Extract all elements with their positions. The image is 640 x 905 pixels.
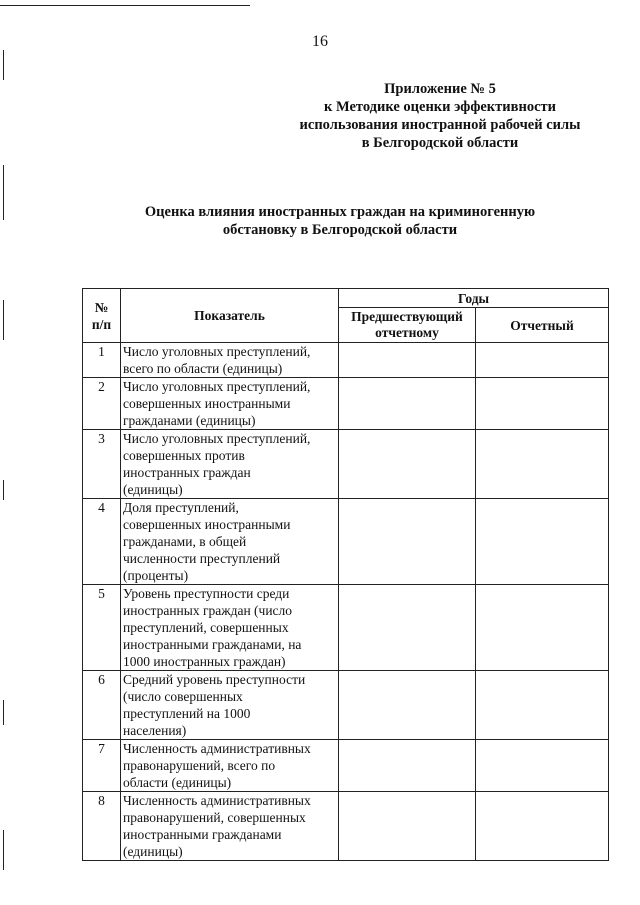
indicator-line: иностранными гражданами: [123, 827, 282, 842]
indicator-line: численности преступлений: [123, 551, 281, 566]
header-previous-year: [339, 308, 476, 343]
previous-year-value-cell[interactable]: [339, 430, 476, 499]
scan-edge-line-top: [0, 5, 250, 6]
indicator-line: (единицы): [123, 844, 183, 859]
indicator-line: Уровень преступности среди: [123, 586, 290, 601]
appendix-header: [290, 80, 590, 152]
indicator-cell: [121, 430, 339, 499]
indicator-cell: [121, 740, 339, 792]
header-number-line: №: [94, 299, 109, 315]
reporting-year-value-cell[interactable]: [476, 499, 609, 585]
page-number: 16: [312, 33, 328, 50]
indicator-line: преступлений на 1000: [123, 706, 251, 721]
indicator-cell: [121, 499, 339, 585]
row-number: 1: [83, 343, 121, 378]
document-title: [100, 203, 580, 239]
indicator-line: Число уголовных преступлений,: [123, 431, 311, 446]
scan-edge-mark: [3, 50, 4, 80]
reporting-year-value-cell[interactable]: [476, 792, 609, 861]
appendix-line: Приложение № 5: [384, 81, 496, 97]
reporting-year-value-cell[interactable]: [476, 430, 609, 499]
previous-year-value-cell[interactable]: [339, 378, 476, 430]
scan-edge-mark: [3, 700, 4, 725]
previous-year-value-cell[interactable]: [339, 671, 476, 740]
indicator-line: Средний уровень преступности: [123, 672, 306, 687]
indicator-line: (проценты): [123, 568, 189, 583]
table-row: [83, 378, 609, 430]
indicator-line: гражданами, в общей: [123, 534, 247, 549]
previous-year-value-cell[interactable]: [339, 792, 476, 861]
indicator-line: (единицы): [123, 482, 183, 497]
indicator-line: совершенных иностранными: [123, 517, 291, 532]
appendix-line: в Белгородской области: [361, 135, 519, 151]
indicator-line: гражданами (единицы): [123, 413, 256, 428]
table-row: [83, 430, 609, 499]
row-number: 7: [83, 740, 121, 792]
appendix-line: использования иностранной рабочей силы: [299, 117, 581, 133]
indicator-cell: [121, 671, 339, 740]
table-row: [83, 499, 609, 585]
indicator-line: совершенных против: [123, 448, 245, 463]
table-row: [83, 740, 609, 792]
indicators-table: [82, 288, 609, 861]
row-number: 8: [83, 792, 121, 861]
indicator-line: Численность административных: [123, 741, 311, 756]
header-reporting-year: Отчетный: [476, 308, 609, 343]
indicator-line: иностранных граждан: [123, 465, 251, 480]
previous-year-value-cell[interactable]: [339, 740, 476, 792]
indicator-line: населения): [123, 723, 187, 738]
indicator-cell: [121, 343, 339, 378]
indicator-cell: [121, 378, 339, 430]
indicator-line: Число уголовных преступлений,: [123, 379, 311, 394]
header-years: Годы: [339, 289, 609, 308]
indicator-cell: [121, 585, 339, 671]
title-line: обстановку в Белгородской области: [222, 222, 458, 238]
indicator-line: Доля преступлений,: [123, 500, 239, 515]
scan-edge-mark: [3, 480, 4, 500]
appendix-line: к Методике оценки эффективности: [323, 99, 556, 115]
previous-year-value-cell[interactable]: [339, 585, 476, 671]
header-indicator: Показатель: [121, 289, 339, 343]
row-number: 3: [83, 430, 121, 499]
indicator-line: совершенных иностранными: [123, 396, 291, 411]
indicator-line: всего по области (единицы): [123, 361, 283, 376]
header-number: [83, 289, 121, 343]
row-number: 2: [83, 378, 121, 430]
indicator-line: иностранными гражданами, на: [123, 637, 302, 652]
title-line: Оценка влияния иностранных граждан на криминогенную: [144, 204, 536, 220]
scan-edge-mark: [3, 165, 4, 220]
indicator-line: иностранных граждан (число: [123, 603, 293, 618]
row-number: 6: [83, 671, 121, 740]
indicator-line: преступлений, совершенных: [123, 620, 289, 635]
table-row: [83, 792, 609, 861]
row-number: 4: [83, 499, 121, 585]
previous-year-value-cell[interactable]: [339, 499, 476, 585]
header-number-line: п/п: [91, 316, 112, 332]
table-body: [83, 343, 609, 861]
reporting-year-value-cell[interactable]: [476, 740, 609, 792]
reporting-year-value-cell[interactable]: [476, 343, 609, 378]
indicator-cell: [121, 792, 339, 861]
row-number: 5: [83, 585, 121, 671]
scan-edge-mark: [3, 830, 4, 870]
previous-year-value-cell[interactable]: [339, 343, 476, 378]
table-row: [83, 671, 609, 740]
scan-edge-mark: [3, 300, 4, 340]
table-row: [83, 343, 609, 378]
indicator-line: Число уголовных преступлений,: [123, 344, 311, 359]
reporting-year-value-cell[interactable]: [476, 378, 609, 430]
indicator-line: правонарушений, всего по: [123, 758, 276, 773]
indicator-line: правонарушений, совершенных: [123, 810, 306, 825]
reporting-year-value-cell[interactable]: [476, 671, 609, 740]
header-previous-line: отчетному: [375, 325, 439, 340]
header-previous-line: Предшествующий: [351, 309, 463, 324]
indicator-line: 1000 иностранных граждан): [123, 654, 286, 669]
indicator-line: Численность административных: [123, 793, 311, 808]
reporting-year-value-cell[interactable]: [476, 585, 609, 671]
table-row: [83, 585, 609, 671]
indicator-line: области (единицы): [123, 775, 232, 790]
indicator-line: (число совершенных: [123, 689, 243, 704]
